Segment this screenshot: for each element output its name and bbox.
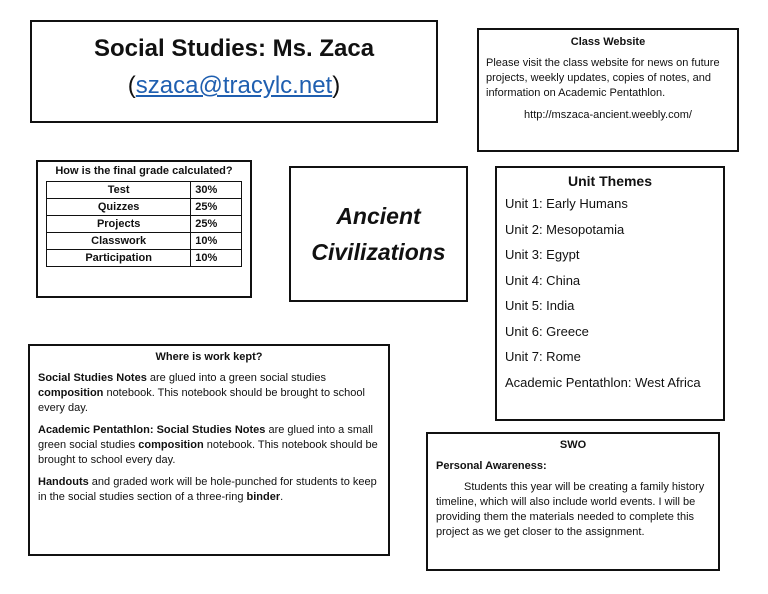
grade-percent: 25% — [191, 216, 242, 233]
grade-category: Test — [47, 182, 191, 199]
table-row — [47, 250, 242, 267]
bold-text: Handouts — [38, 476, 89, 488]
course-title — [311, 198, 445, 270]
paragraph-text: notebook. This notebook should be brought to school every day. — [38, 439, 378, 466]
work-kept-heading: Where is work kept? — [155, 351, 263, 363]
bold-text: composition — [38, 387, 104, 399]
list-item: Unit 4: China — [505, 272, 581, 288]
swo-subheading: Personal Awareness: — [436, 460, 547, 472]
table-row — [47, 182, 242, 199]
grade-table — [46, 181, 242, 267]
swo-heading: SWO — [559, 439, 587, 451]
grade-percent: 25% — [191, 199, 242, 216]
class-website-heading: Class Website — [570, 36, 646, 48]
swo-box — [426, 432, 720, 571]
course-title-box — [289, 166, 468, 302]
page-title: Social Studies: Ms. Zaca — [93, 35, 375, 62]
email-line — [32, 72, 436, 100]
course-title-line-2: Civilizations — [311, 239, 446, 265]
bold-text: Academic Pentathlon: Social Studies Notes — [38, 424, 266, 436]
email-link[interactable]: szaca@tracylc.net — [135, 72, 333, 99]
paragraph-text: are glued into a small green social studies — [38, 424, 374, 451]
table-row — [47, 233, 242, 250]
paragraph-text: and graded work will be hole-punched for students to keep in the social studies section of a three-ring — [38, 476, 377, 503]
grade-heading: How is the final grade calculated? — [55, 165, 233, 177]
work-paragraph-notes — [38, 371, 380, 416]
paragraph-text: are glued into a green social studies — [146, 372, 326, 384]
unit-themes-box — [495, 166, 725, 421]
class-website-url[interactable]: http://mszaca-ancient.weebly.com/ — [524, 109, 692, 121]
paren-close: ) — [332, 72, 341, 99]
bold-text: Social Studies Notes — [38, 372, 147, 384]
grade-percent: 10% — [191, 250, 242, 267]
work-kept-box — [28, 344, 390, 556]
grade-category: Participation — [47, 250, 191, 267]
work-paragraph-handouts — [38, 475, 380, 505]
title-box — [30, 20, 438, 123]
class-website-box — [477, 28, 739, 152]
list-item: Unit 1: Early Humans — [505, 196, 628, 211]
class-website-text: Please visit the class website for news on future projects, weekly updates, copies of notes, and information on Academic Pentathlon. — [486, 57, 720, 99]
grade-percent: 10% — [191, 233, 242, 250]
list-item: Academic Pentathlon: West Africa — [505, 374, 701, 390]
grade-calculation-box — [36, 160, 252, 298]
course-title-line-1: Ancient — [336, 203, 421, 229]
grade-category: Projects — [47, 216, 191, 233]
paren-open: ( — [127, 72, 136, 99]
bold-text: composition — [138, 439, 204, 451]
work-paragraph-pentathlon — [38, 423, 380, 468]
list-item: Unit 3: Egypt — [505, 247, 580, 262]
unit-themes-heading: Unit Themes — [567, 173, 652, 189]
paragraph-text: . — [280, 491, 284, 503]
grade-category: Quizzes — [47, 199, 191, 216]
list-item: Unit 5: India — [505, 298, 575, 313]
table-row — [47, 216, 242, 233]
bold-text: binder — [246, 491, 281, 503]
list-item: Unit 6: Greece — [505, 323, 589, 339]
list-item: Unit 2: Mesopotamia — [505, 221, 625, 237]
grade-category: Classwork — [47, 233, 191, 250]
swo-body: Students this year will be creating a family history timeline, which will also include world events. I will be providing them the materials needed to complete this project as we get closer to the assignment. — [436, 481, 705, 538]
grade-percent: 30% — [191, 182, 242, 199]
list-item: Unit 7: Rome — [505, 349, 581, 364]
table-row — [47, 199, 242, 216]
paragraph-text: notebook. This notebook should be brought to school every day. — [38, 387, 365, 414]
